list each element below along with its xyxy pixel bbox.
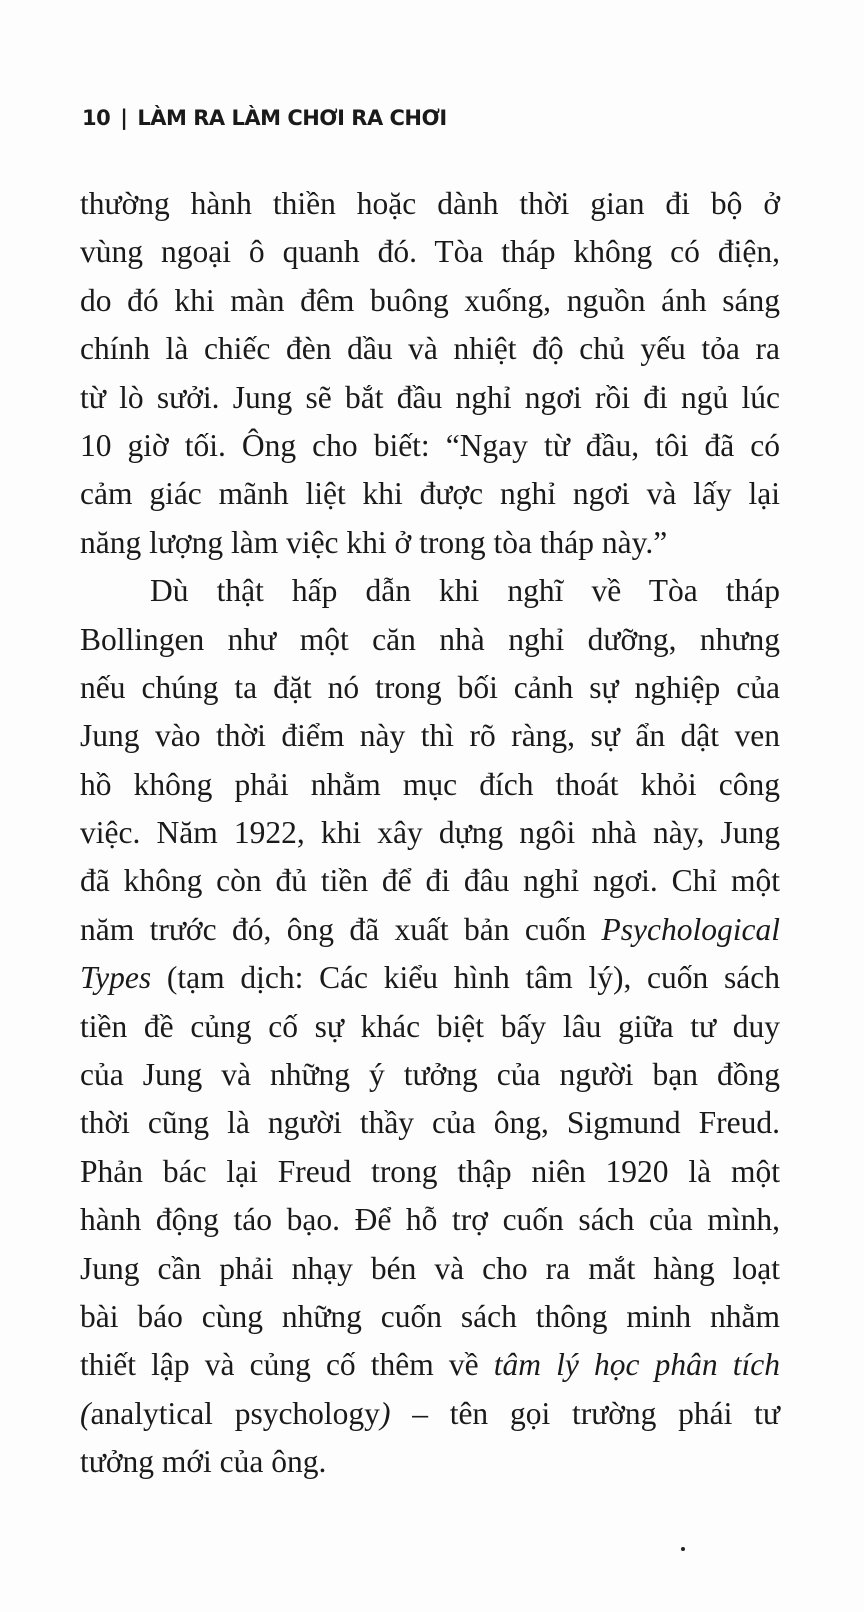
text-line: cảm giác mãnh liệt khi được nghỉ ngơi và lấy lại <box>80 476 780 512</box>
text-line: vùng ngoại ô quanh đó. Tòa tháp không có điện, <box>80 234 780 270</box>
text-line: do đó khi màn đêm buông xuống, nguồn ánh sáng <box>80 282 780 318</box>
text-line: Jung cần phải nhạy bén và cho ra mắt hàng loạt <box>80 1250 780 1286</box>
paragraph-1 <box>80 180 780 567</box>
text-line: Phản bác lại Freud trong thập niên 1920 là một <box>80 1153 780 1189</box>
text-line: nếu chúng ta đặt nó trong bối cảnh sự nghiệp của <box>80 669 780 705</box>
text-line: Dù thật hấp dẫn khi nghĩ về Tòa tháp <box>150 573 780 609</box>
book-title-italic: Types <box>80 960 152 996</box>
text-line: hồ không phải nhằm mục đích thoát khỏi công <box>80 766 780 802</box>
text-line: từ lò sưởi. Jung sẽ bắt đầu nghỉ ngơi rồi đi ngủ lúc <box>80 379 780 415</box>
term-italic: tâm lý học phân tích <box>493 1347 780 1383</box>
text-segment: năm trước đó, ông đã xuất bản cuốn <box>80 911 602 947</box>
text-line <box>80 1390 780 1438</box>
text-line: Bollingen như một căn nhà nghỉ dưỡng, nhưng <box>80 621 780 657</box>
book-title-italic: Psychological <box>601 911 780 947</box>
text-line: 10 giờ tối. Ông cho biết: “Ngay từ đầu, tôi đã có <box>80 427 780 463</box>
text-line <box>80 1341 780 1389</box>
text-line: chính là chiếc đèn dầu và nhiệt độ chủ yếu tỏa ra <box>80 331 780 367</box>
paren-open: ( <box>80 1395 91 1431</box>
text-line: đã không còn đủ tiền để đi đâu nghỉ ngơi. Chỉ một <box>80 863 780 899</box>
text-line: thời cũng là người thầy của ông, Sigmund Freud. <box>80 1105 780 1141</box>
text-line: hành động táo bạo. Để hỗ trợ cuốn sách của mình, <box>80 1202 780 1238</box>
text-line: việc. Năm 1922, khi xây dựng ngôi nhà này, Jung <box>80 815 780 851</box>
text-line: bài báo cùng những cuốn sách thông minh nhằm <box>80 1298 780 1334</box>
body-text <box>80 180 780 1487</box>
text-segment: (tạm dịch: Các kiểu hình tâm lý), cuốn sách <box>151 960 780 996</box>
header-separator: | <box>120 106 128 130</box>
text-line: năng lượng làm việc khi ở trong tòa tháp này.” <box>80 524 668 560</box>
running-header <box>82 106 447 130</box>
text-line <box>80 906 780 954</box>
text-line <box>80 954 780 1002</box>
text-segment: – tên gọi trường phái tư <box>390 1395 780 1431</box>
text-line: của Jung và những ý tưởng của người bạn đồng <box>80 1057 780 1093</box>
text-segment: thiết lập và củng cố thêm về <box>80 1347 494 1383</box>
page-number: 10 <box>82 106 111 130</box>
paragraph-2 <box>80 567 780 1486</box>
term-english: analytical psychology <box>90 1395 380 1431</box>
running-title: LÀM RA LÀM CHƠI RA CHƠI <box>137 106 447 130</box>
text-line: Jung vào thời điểm này thì rõ ràng, sự ẩn dật ven <box>80 718 780 754</box>
text-line: tưởng mới của ông. <box>80 1444 327 1480</box>
text-line: tiền đề củng cố sự khác biệt bấy lâu giữa tư duy <box>80 1008 780 1044</box>
print-speck <box>681 1547 685 1551</box>
text-line: thường hành thiền hoặc dành thời gian đi bộ ở <box>80 186 780 221</box>
paren-close: ) <box>379 1395 391 1431</box>
